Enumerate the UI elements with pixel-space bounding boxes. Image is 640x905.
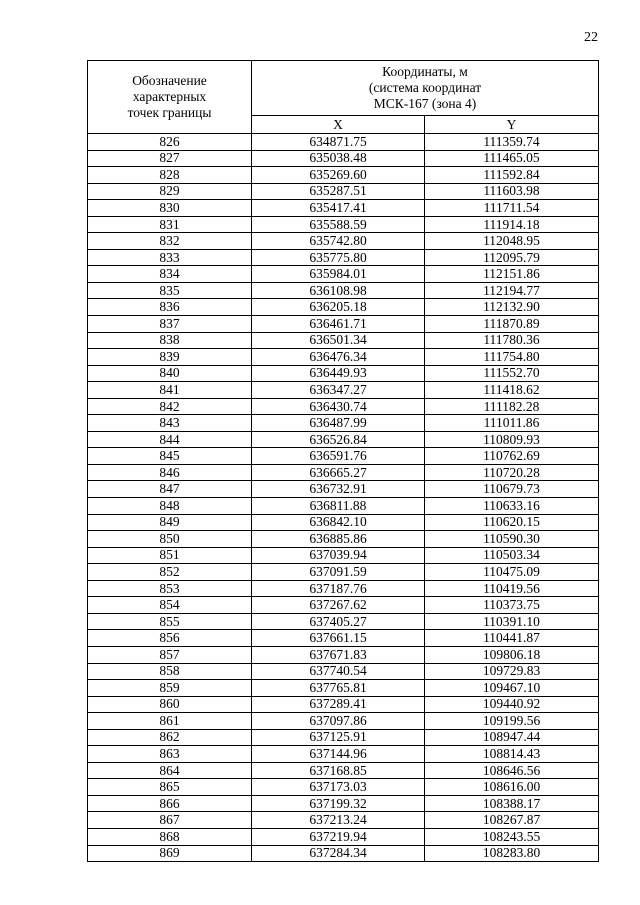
x-cell: 637267.62 — [252, 597, 425, 614]
y-cell: 109729.83 — [425, 663, 599, 680]
point-id-cell: 847 — [88, 481, 252, 498]
point-id-cell: 851 — [88, 547, 252, 564]
table-row — [88, 183, 599, 200]
x-cell: 635984.01 — [252, 266, 425, 283]
point-id-cell: 869 — [88, 845, 252, 862]
point-id-cell: 855 — [88, 613, 252, 630]
point-id-cell: 840 — [88, 365, 252, 382]
y-cell: 111359.74 — [425, 134, 599, 151]
x-cell: 635287.51 — [252, 183, 425, 200]
x-cell: 637039.94 — [252, 547, 425, 564]
x-cell: 637765.81 — [252, 680, 425, 697]
x-cell: 637740.54 — [252, 663, 425, 680]
y-cell: 108814.43 — [425, 746, 599, 763]
x-cell: 637144.96 — [252, 746, 425, 763]
x-cell: 635742.80 — [252, 233, 425, 250]
point-id-cell: 848 — [88, 498, 252, 515]
point-id-cell: 831 — [88, 216, 252, 233]
table-row — [88, 630, 599, 647]
point-id-cell: 842 — [88, 398, 252, 415]
x-cell: 636811.88 — [252, 498, 425, 515]
point-id-cell: 865 — [88, 779, 252, 796]
y-cell: 109467.10 — [425, 680, 599, 697]
point-id-cell: 826 — [88, 134, 252, 151]
point-id-cell: 861 — [88, 713, 252, 730]
x-cell: 637284.34 — [252, 845, 425, 862]
x-cell: 635038.48 — [252, 150, 425, 167]
y-cell: 111592.84 — [425, 167, 599, 184]
point-id-cell: 852 — [88, 564, 252, 581]
point-id-cell: 827 — [88, 150, 252, 167]
table-row — [88, 167, 599, 184]
y-cell: 111418.62 — [425, 382, 599, 399]
x-cell: 636487.99 — [252, 415, 425, 432]
table-row — [88, 332, 599, 349]
point-id-cell: 843 — [88, 415, 252, 432]
y-cell: 108388.17 — [425, 795, 599, 812]
y-cell: 109199.56 — [425, 713, 599, 730]
point-label-line: точек границы — [127, 105, 212, 120]
table-row — [88, 696, 599, 713]
y-cell: 108947.44 — [425, 729, 599, 746]
table-row — [88, 266, 599, 283]
point-id-cell: 834 — [88, 266, 252, 283]
coordinates-table — [87, 60, 599, 862]
table-row — [88, 134, 599, 151]
point-id-cell: 828 — [88, 167, 252, 184]
point-id-cell: 844 — [88, 431, 252, 448]
table-row — [88, 481, 599, 498]
table-row — [88, 729, 599, 746]
x-cell: 636842.10 — [252, 514, 425, 531]
x-cell: 636732.91 — [252, 481, 425, 498]
table-row — [88, 828, 599, 845]
table-row — [88, 646, 599, 663]
y-cell: 110720.28 — [425, 464, 599, 481]
y-cell: 112095.79 — [425, 249, 599, 266]
point-id-cell: 838 — [88, 332, 252, 349]
x-cell: 636665.27 — [252, 464, 425, 481]
y-cell: 110633.16 — [425, 498, 599, 515]
point-id-cell: 839 — [88, 349, 252, 366]
x-cell: 637405.27 — [252, 613, 425, 630]
y-cell: 111914.18 — [425, 216, 599, 233]
x-cell: 637091.59 — [252, 564, 425, 581]
point-id-cell: 863 — [88, 746, 252, 763]
x-cell: 637671.83 — [252, 646, 425, 663]
x-cell: 636430.74 — [252, 398, 425, 415]
x-cell: 635269.60 — [252, 167, 425, 184]
x-cell: 637187.76 — [252, 580, 425, 597]
y-cell: 112151.86 — [425, 266, 599, 283]
y-cell: 110391.10 — [425, 613, 599, 630]
table-row — [88, 779, 599, 796]
x-cell: 636347.27 — [252, 382, 425, 399]
y-cell: 108243.55 — [425, 828, 599, 845]
coordinates-header-line: МСК-167 (зона 4) — [373, 96, 477, 111]
y-cell: 112194.77 — [425, 282, 599, 299]
point-id-cell: 856 — [88, 630, 252, 647]
y-cell: 109440.92 — [425, 696, 599, 713]
x-cell: 636461.71 — [252, 316, 425, 333]
table-header — [88, 61, 599, 134]
coordinates-header — [252, 61, 599, 116]
y-cell: 110590.30 — [425, 531, 599, 548]
point-label-line: Обозначение — [132, 73, 207, 88]
x-cell: 636591.76 — [252, 448, 425, 465]
x-cell: 637213.24 — [252, 812, 425, 829]
point-id-cell: 864 — [88, 762, 252, 779]
table-row — [88, 746, 599, 763]
x-cell: 637125.91 — [252, 729, 425, 746]
point-id-cell: 857 — [88, 646, 252, 663]
table-row — [88, 200, 599, 217]
y-cell: 110679.73 — [425, 481, 599, 498]
x-cell: 636205.18 — [252, 299, 425, 316]
point-id-cell: 867 — [88, 812, 252, 829]
point-id-cell: 853 — [88, 580, 252, 597]
table-row — [88, 365, 599, 382]
y-cell: 110373.75 — [425, 597, 599, 614]
table-row — [88, 762, 599, 779]
y-cell: 110809.93 — [425, 431, 599, 448]
table-row — [88, 597, 599, 614]
y-cell: 111754.80 — [425, 349, 599, 366]
point-id-cell: 830 — [88, 200, 252, 217]
page-number: 22 — [584, 30, 598, 45]
table-row — [88, 233, 599, 250]
y-cell: 110503.34 — [425, 547, 599, 564]
col-y-header: Y — [425, 116, 599, 134]
x-cell: 636108.98 — [252, 282, 425, 299]
x-cell: 637199.32 — [252, 795, 425, 812]
point-id-cell: 854 — [88, 597, 252, 614]
x-cell: 637173.03 — [252, 779, 425, 796]
x-cell: 637219.94 — [252, 828, 425, 845]
y-cell: 112132.90 — [425, 299, 599, 316]
y-cell: 111011.86 — [425, 415, 599, 432]
coordinates-header-line: (система координат — [368, 80, 482, 95]
point-id-cell: 868 — [88, 828, 252, 845]
table-row — [88, 663, 599, 680]
table-row — [88, 514, 599, 531]
point-id-cell: 850 — [88, 531, 252, 548]
y-cell: 111711.54 — [425, 200, 599, 217]
point-id-cell: 832 — [88, 233, 252, 250]
x-cell: 636501.34 — [252, 332, 425, 349]
point-id-cell: 836 — [88, 299, 252, 316]
x-cell: 636449.93 — [252, 365, 425, 382]
point-id-cell: 829 — [88, 183, 252, 200]
x-cell: 634871.75 — [252, 134, 425, 151]
point-id-cell: 849 — [88, 514, 252, 531]
point-id-cell: 859 — [88, 680, 252, 697]
table-row — [88, 398, 599, 415]
table-row — [88, 282, 599, 299]
y-cell: 108646.56 — [425, 762, 599, 779]
y-cell: 111603.98 — [425, 183, 599, 200]
table-row — [88, 713, 599, 730]
table-row — [88, 464, 599, 481]
table-row — [88, 845, 599, 862]
y-cell: 111780.36 — [425, 332, 599, 349]
y-cell: 110620.15 — [425, 514, 599, 531]
x-cell: 636526.84 — [252, 431, 425, 448]
y-cell: 110762.69 — [425, 448, 599, 465]
x-cell: 635775.80 — [252, 249, 425, 266]
x-cell: 637097.86 — [252, 713, 425, 730]
point-id-cell: 845 — [88, 448, 252, 465]
table-row — [88, 448, 599, 465]
point-id-cell: 837 — [88, 316, 252, 333]
x-cell: 637289.41 — [252, 696, 425, 713]
point-label-header — [88, 61, 252, 134]
point-id-cell: 835 — [88, 282, 252, 299]
table-row — [88, 382, 599, 399]
point-id-cell: 866 — [88, 795, 252, 812]
y-cell: 110441.87 — [425, 630, 599, 647]
x-cell: 637661.15 — [252, 630, 425, 647]
point-id-cell: 862 — [88, 729, 252, 746]
point-id-cell: 846 — [88, 464, 252, 481]
table-row — [88, 349, 599, 366]
table-row — [88, 216, 599, 233]
col-x-header: X — [252, 116, 425, 134]
y-cell: 108616.00 — [425, 779, 599, 796]
table-row — [88, 150, 599, 167]
x-cell: 637168.85 — [252, 762, 425, 779]
table-row — [88, 415, 599, 432]
table-row — [88, 531, 599, 548]
point-id-cell: 833 — [88, 249, 252, 266]
point-id-cell: 858 — [88, 663, 252, 680]
x-cell: 635588.59 — [252, 216, 425, 233]
table-row — [88, 564, 599, 581]
table-body — [88, 134, 599, 862]
table-row — [88, 249, 599, 266]
y-cell: 110475.09 — [425, 564, 599, 581]
y-cell: 111870.89 — [425, 316, 599, 333]
y-cell: 108267.87 — [425, 812, 599, 829]
y-cell: 111182.28 — [425, 398, 599, 415]
y-cell: 112048.95 — [425, 233, 599, 250]
y-cell: 109806.18 — [425, 646, 599, 663]
table-row — [88, 431, 599, 448]
point-id-cell: 841 — [88, 382, 252, 399]
table-row — [88, 316, 599, 333]
table-row — [88, 547, 599, 564]
x-cell: 635417.41 — [252, 200, 425, 217]
table-row — [88, 795, 599, 812]
x-cell: 636885.86 — [252, 531, 425, 548]
table-row — [88, 299, 599, 316]
point-id-cell: 860 — [88, 696, 252, 713]
table-row — [88, 812, 599, 829]
y-cell: 111465.05 — [425, 150, 599, 167]
coordinates-header-line: Координаты, м — [382, 64, 468, 79]
table-row — [88, 580, 599, 597]
y-cell: 111552.70 — [425, 365, 599, 382]
table-row — [88, 498, 599, 515]
x-cell: 636476.34 — [252, 349, 425, 366]
point-label-line: характерных — [132, 89, 207, 104]
y-cell: 108283.80 — [425, 845, 599, 862]
table-row — [88, 680, 599, 697]
table-row — [88, 613, 599, 630]
y-cell: 110419.56 — [425, 580, 599, 597]
